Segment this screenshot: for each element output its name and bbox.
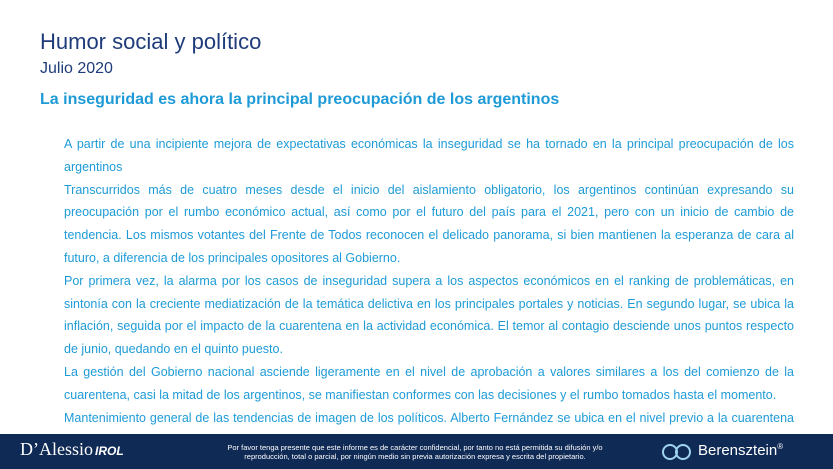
- list-item: [40, 361, 794, 407]
- bullet-text: A partir de una incipiente mejora de expectativas económicas la inseguridad se ha tornado en la principal preocupación de los argentinos: [64, 137, 794, 174]
- bullet-text: Por primera vez, la alarma por los casos de inseguridad supera a los aspectos económicos en el ranking de problemáticas, en sintonía con la creciente mediatización de la temática delictiva en los principales portales y noticias. En segundo lugar, se ubica la inflación, seguida por el impacto de la cuarentena en la actividad económica. El temor al contagio desciende unos puntos respecto de junio, quedando en el quinto puesto.: [64, 273, 794, 357]
- bullet-text: Transcurridos más de cuatro meses desde el inicio del aislamiento obligatorio, los argentinos continúan expresando su preocupación por el rumbo económico actual, así como por el futuro del país para el 2021, pero con un inicio de cambio de tendencia. Los mismos votantes del Frente de Todos reconocen el delicado panorama, si bien mantienen la esperanza de cara al futuro, a diferencia de los principales opositores al Gobierno.: [64, 182, 794, 265]
- disclaimer-line-2: reproducción, total o parcial, por ningún medio sin previa autorización expresa y escrita del propietario.: [244, 452, 586, 461]
- dalessio-logo: [20, 439, 124, 460]
- irol-logo-text: IROL: [95, 444, 124, 458]
- bullet-list: [40, 133, 794, 452]
- list-item: [40, 270, 794, 361]
- berensztein-mark-icon: [662, 443, 692, 459]
- berensztein-logo-text: Berensztein: [698, 442, 778, 459]
- section-heading: La inseguridad es ahora la principal preocupación de los argentinos: [40, 91, 560, 108]
- bullet-text: La gestión del Gobierno nacional asciende ligeramente en el nivel de aprobación a valores similares a los del comienzo de la cuarentena, casi la mitad de los argentinos, se manifiestan conformes con las decisiones y el rumbo tomados hasta el momento.: [64, 364, 794, 402]
- list-item: [40, 179, 794, 270]
- registered-mark: ®: [777, 442, 784, 451]
- confidentiality-disclaimer: [205, 443, 625, 461]
- page-title: Humor social y político: [40, 29, 262, 54]
- berensztein-logo: [662, 442, 783, 459]
- footer-bar: [0, 434, 833, 469]
- bullet-text: Mantenimiento general de las tendencias de imagen de los políticos. Alberto Fernández se ubica en el nivel previo a la cuarentena: [64, 410, 794, 425]
- page-subtitle: Julio 2020: [40, 60, 113, 77]
- list-item: [40, 133, 794, 179]
- disclaimer-line-1: Por favor tenga presente que este informe es de carácter confidencial, por tanto no está permitida su difusión y/o: [227, 443, 603, 452]
- dalessio-logo-text: D’Alessio: [20, 439, 93, 459]
